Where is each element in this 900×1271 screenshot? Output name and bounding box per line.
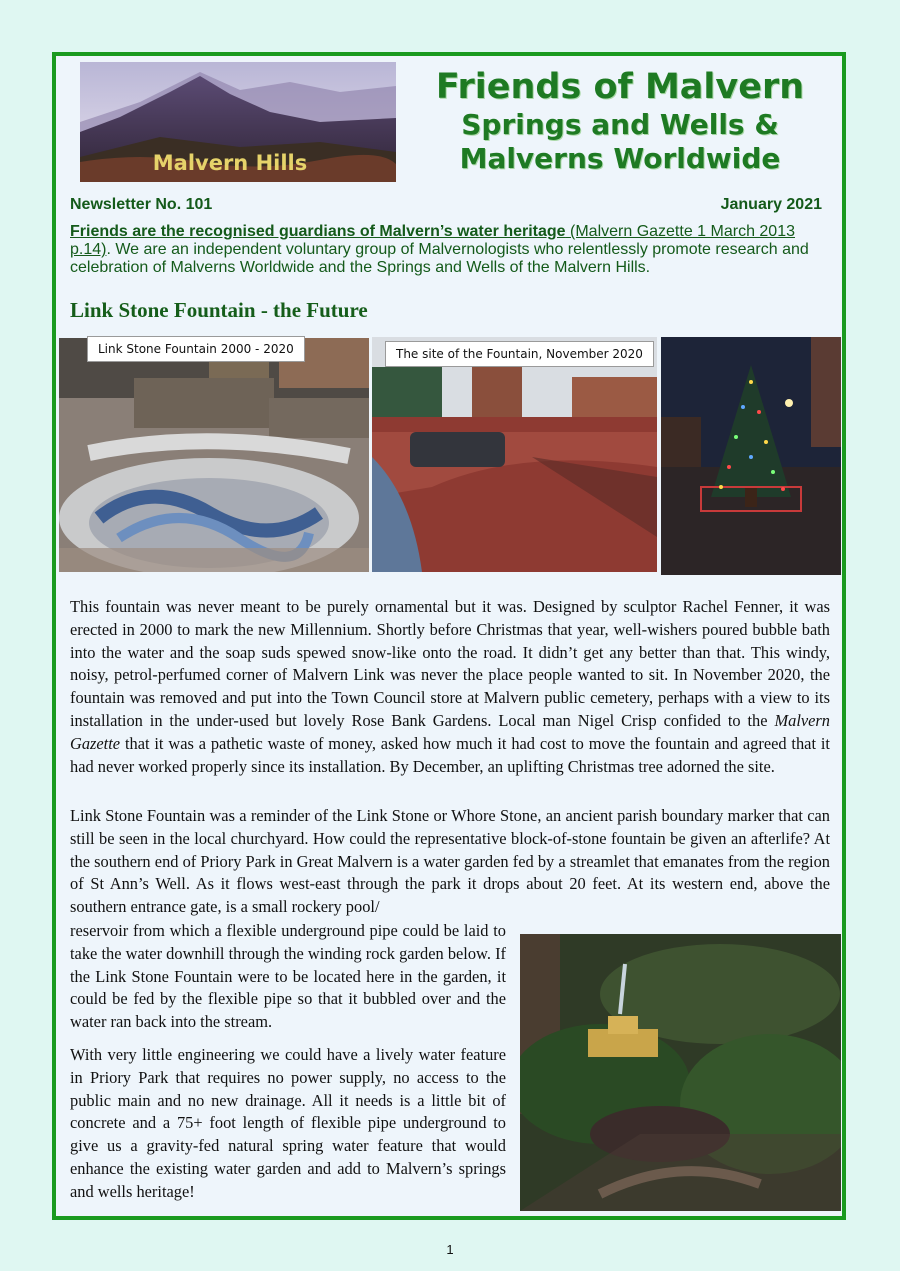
fountain-photo-2000 xyxy=(59,338,369,572)
title-line-3: Malverns Worldwide xyxy=(459,142,781,175)
intro-citation: (Malvern Gazette 1 March 2013 p.14) xyxy=(70,223,795,258)
priory-park-water-garden-photo xyxy=(520,934,841,1211)
page-number: 1 xyxy=(446,1242,454,1257)
intro-bold-statement: Friends are the recognised guardians of Malvern’s water heritage xyxy=(70,223,566,240)
newsletter-title xyxy=(410,66,830,176)
p1-newspaper-name: Malvern Gazette xyxy=(70,710,830,753)
title-line-1: Friends of Malvern xyxy=(435,67,805,107)
article-paragraph-2-continued: reservoir from which a flexible underground pipe could be laid to take the water downhill through the winding rock garden below. If the Link Stone Fountain were to be located here in the garden, it could be fed by the flexible pipe so that it bubbled over and the water ran back into the stream. xyxy=(70,921,506,1032)
p1-text-after: that it was a pathetic waste of money, asked how much it had cost to move the fountain and agreed that it had never worked properly since its installation. By December, an uplifting Christmas tree adorned the site. xyxy=(70,733,830,776)
article-paragraph-3: With very little engineering we could have a lively water feature in Priory Park that requires no power supply, no access to the public main and no new drainage. All it needs is a little bit of concrete and a 75+ foot length of flexible pipe underground to give us a gravity-fed natural spring water feature that would enhance the existing water garden and add to Malvern’s springs and wells heritage! xyxy=(70,1045,506,1201)
intro-paragraph xyxy=(70,223,826,277)
newsletter-number: Newsletter No. 101 xyxy=(70,196,213,213)
p1-text-before: This fountain was never meant to be purely ornamental but it was. Designed by sculptor Rachel Fenner, it was erected in 2000 to mark the new Millennium. Shortly before Christmas that year, well-wishers poured bubble bath into the water and the soap suds spewed snow-like onto the road. It didn’t get any better than that. This windy, noisy, petrol-perfumed corner of Malvern Link was never the place people wanted to sit. In November 2020, the fountain was removed and put into the Town Council store at Malvern public cemetery, perhaps with a view to its installation in the under-used but lovely Rose Bank Gardens. Local man Nigel Crisp confided to the xyxy=(70,597,830,730)
fountain-site-photo-2020 xyxy=(372,337,657,572)
banner-label: Malvern Hills xyxy=(152,151,308,175)
christmas-tree-photo xyxy=(661,337,841,575)
issue-date: January 2021 xyxy=(720,196,822,213)
issue-row xyxy=(70,196,822,216)
photo-caption-site: The site of the Fountain, November 2020 xyxy=(385,341,654,367)
article-paragraph-2: Link Stone Fountain was a reminder of the Link Stone or Whore Stone, an ancient parish boundary marker that can still be seen in the local churchyard. How could the representative block-of-stone fountain be given an afterlife? At the southern end of Priory Park in Great Malvern is a water garden fed by a streamlet that emanates from the region of St Ann’s Well. As it flows west-east through the park it drops about 20 feet. At its western end, above the southern entrance gate, is a small rockery pool/ xyxy=(70,806,830,917)
photo-caption-fountain: Link Stone Fountain 2000 - 2020 xyxy=(87,336,305,362)
intro-rest: . We are an independent voluntary group of Malvernologists who relentlessly promote research and celebration of Malverns Worldwide and the Springs and Wells of the Malvern Hills. xyxy=(70,241,809,276)
article-headline: Link Stone Fountain - the Future xyxy=(70,298,368,322)
title-line-2: Springs and Wells & xyxy=(461,108,779,141)
malvern-hills-banner-image xyxy=(80,62,396,182)
article-paragraph-1 xyxy=(70,596,830,778)
